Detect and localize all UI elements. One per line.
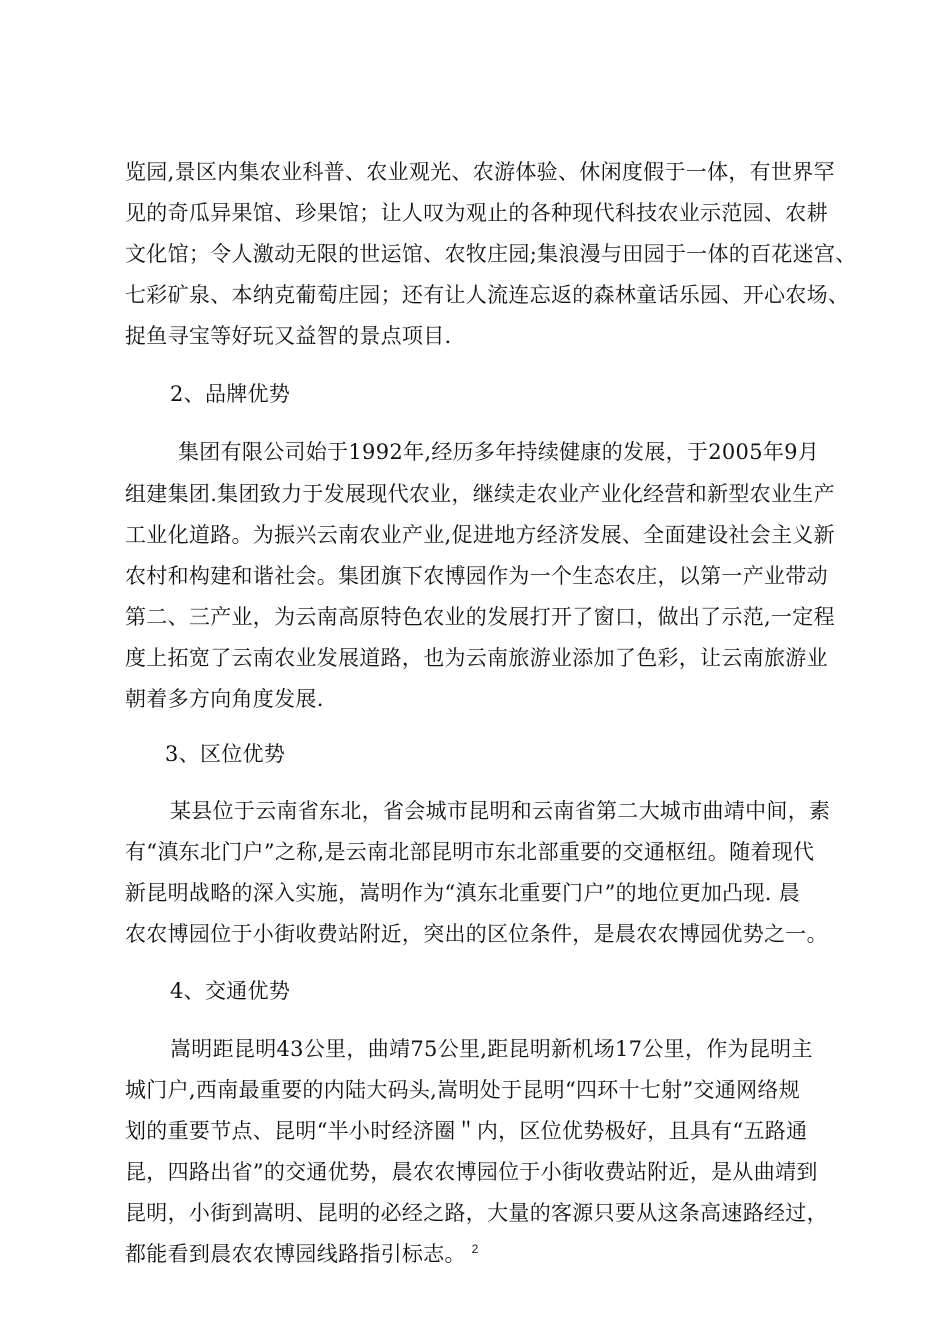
body-text-line: 某县位于云南省东北，省会城市昆明和云南省第二大城市曲靖中间，素: [170, 799, 831, 823]
page-number: 2: [471, 1242, 479, 1256]
body-text-line: 农村和构建和谐社会。集团旗下农博园作为一个生态农庄，以第一产业带动: [125, 564, 828, 588]
body-text-line: 昆，四路出省”的交通优势，晨农农博园位于小街收费站附近，是从曲靖到: [125, 1160, 818, 1184]
body-text-line: 新昆明战略的深入实施，嵩明作为“滇东北重要门户”的地位更加凸现. 晨: [125, 881, 801, 905]
body-text-line: 览园,景区内集农业科普、农业观光、农游体验、休闲度假于一体，有世界罕: [125, 160, 835, 184]
section-heading: 3、区位优势: [165, 742, 286, 766]
body-text-line: 都能看到晨农农博园线路指引标志。: [125, 1242, 466, 1266]
body-text-line: 划的重要节点、昆明“半小时经济圈＂内，区位优势极好，且具有“五路通: [125, 1119, 808, 1143]
body-text-line: 工业化道路。为振兴云南农业产业,促进地方经济发展、全面建设社会主义新: [125, 523, 835, 547]
body-text-line: 组建集团.集团致力于发展现代农业，继续走农业产业化经营和新型农业生产: [125, 482, 835, 506]
body-text-line: 捉鱼寻宝等好玩又益智的景点项目.: [125, 324, 452, 348]
body-text-line: 城门户,西南最重要的内陆大码头,嵩明处于昆明“四环十七射”交通网络规: [125, 1078, 801, 1102]
body-text-line: 昆明，小街到嵩明、昆明的必经之路，大量的客源只要从这条高速路经过，: [125, 1201, 828, 1225]
body-text-line: 朝着多方向角度发展.: [125, 687, 324, 711]
section-heading: 4、交通优势: [170, 979, 291, 1003]
body-text-line: 有“滇东北门户”之称,是云南北部昆明市东北部重要的交通枢纽。随着现代: [125, 840, 815, 864]
body-text-line: 嵩明距昆明43公里，曲靖75公里,距昆明新机场17公里，作为昆明主: [170, 1037, 813, 1061]
body-text-line: 见的奇瓜异果馆、珍果馆；让人叹为观止的各种现代科技农业示范园、农耕: [125, 201, 828, 225]
body-text-line: 集团有限公司始于1992年,经历多年持续健康的发展，于2005年9月: [178, 440, 820, 464]
body-text-line: 七彩矿泉、本纳克葡萄庄园；还有让人流连忘返的森林童话乐园、开心农场、: [125, 283, 850, 307]
body-text-line: 文化馆；令人激动无限的世运馆、农牧庄园;集浪漫与田园于一体的百花迷宫、: [125, 242, 857, 266]
body-text-line: 农农博园位于小街收费站附近，突出的区位条件，是晨农农博园优势之一。: [125, 922, 828, 946]
body-text-line: 第二、三产业，为云南高原特色农业的发展打开了窗口，做出了示范,一定程: [125, 605, 835, 629]
body-text-line: 度上拓宽了云南农业发展道路，也为云南旅游业添加了色彩，让云南旅游业: [125, 646, 828, 670]
section-heading: 2、品牌优势: [170, 382, 291, 406]
